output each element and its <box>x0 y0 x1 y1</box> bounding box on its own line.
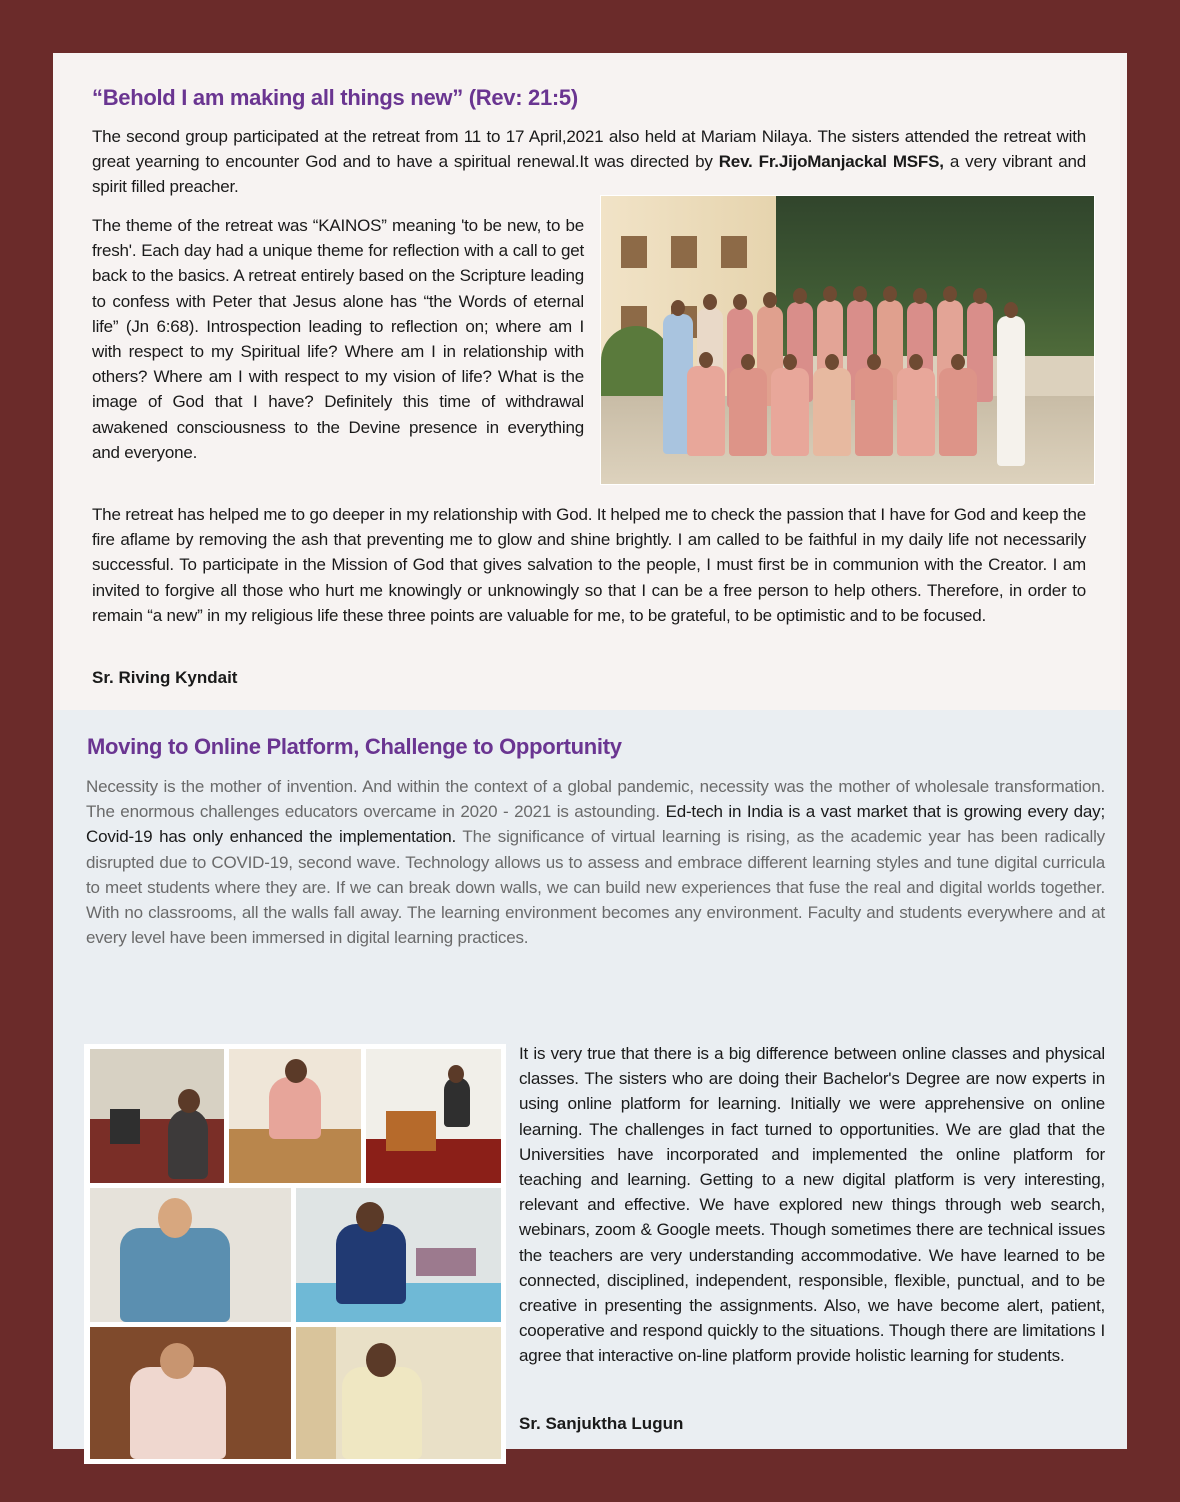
retreat-section <box>53 53 1127 710</box>
collage-photo <box>90 1327 291 1459</box>
online-intro-highlight: Ed-tech in India is a vast market that is growing every day; Covid-19 has only enhanced the implementation. <box>86 802 1105 847</box>
retreat-intro-text: The second group participated at the retreat from 11 to 17 April,2021 also held at Mariam Nilaya. The sisters attended the retreat with great yearning to encounter God and to have a spiritual renewal.It was directed by <box>92 127 1086 172</box>
retreat-intro <box>92 124 1086 200</box>
online-platform-title: Moving to Online Platform, Challenge to Opportunity <box>87 734 622 759</box>
collage-photo <box>296 1327 501 1459</box>
newsletter-page <box>53 53 1127 1449</box>
online-platform-body: It is very true that there is a big difference between online classes and physical classes. The sisters who are doing their Bachelor's Degree are now experts in using online platform for learning. Initially we were apprehensive on online learning. The challenges in fact turned to opportunities. We are glad that the Universities have incorporated and implemented the online platform for teaching and learning. Getting to a new digital platform is very interesting, relevant and effective. We have explored new things through web search, webinars, zoom & Google meets. Though sometimes there are technical issues the teachers are very understanding accommodative. We have learned to be connected, disciplined, independent, responsible, flexible, punctual, and to be creative in presenting the assignments. Also, we have become alert, patient, cooperative and respond quickly to the situations. Though there are limitations I agree that interactive on-line platform provide holistic learning for students. <box>519 1044 1105 1366</box>
retreat-signature: Sr. Riving Kyndait <box>92 668 238 687</box>
online-intro-text: Necessity is the mother of invention. And within the context of a global pandemic, necessity was the mother of wholesale transformation. The enormous challenges educators overcame in 2020 - 2021 is astounding. <box>86 777 1105 822</box>
online-platform-signature: Sr. Sanjuktha Lugun <box>519 1414 684 1433</box>
collage-photo <box>229 1049 361 1183</box>
collage-photo <box>90 1049 224 1183</box>
collage-photo <box>296 1188 501 1322</box>
online-platform-intro <box>86 774 1105 950</box>
retreat-reflection-paragraph: The retreat has helped me to go deeper in my relationship with God. It helped me to check the passion that I have for God and keep the fire aflame by removing the ash that preventing me to glow and shine brightly. I am called to be faithful in my daily life not necessarily successful. To participate in the Mission of God that gives salvation to the people, I must first be in communion with the Creator. I am invited to forgive all those who hurt me knowingly or unknowingly so that I can be a free person to help others. Therefore, in order to remain “a new” in my religious life these three points are valuable for me, to be grateful, to be optimistic and to be focused. <box>92 505 1086 625</box>
collage-photo <box>90 1188 291 1322</box>
retreat-intro-text-end: a very vibrant and spirit filled preacher. <box>92 152 1086 197</box>
online-platform-section <box>53 710 1127 1449</box>
online-intro-text-end: The significance of virtual learning is rising, as the academic year has been radically disrupted due to COVID-19, second wave. Technology allows us to assess and embrace different learning styles and tune digital curricula to meet students where they are. If we can break down walls, we can build new experiences that fuse the real and digital worlds together. With no classrooms, all the walls fall away. The learning environment becomes any environment. Faculty and students everywhere and at every level have been immersed in digital learning practices. <box>86 827 1105 948</box>
retreat-title: “Behold I am making all things new” (Rev: 21:5) <box>92 85 578 110</box>
retreat-group-photo <box>600 195 1095 485</box>
collage-photo <box>366 1049 501 1183</box>
online-learning-photo-collage <box>84 1044 506 1464</box>
retreat-director-name: Rev. Fr.JijoManjackal MSFS, <box>718 152 944 172</box>
retreat-theme-paragraph: The theme of the retreat was “KAINOS” meaning 'to be new, to be fresh'. Each day had a unique theme for reflection with a call to get back to the basics. A retreat entirely based on the Scripture leading to confess with Peter that Jesus alone has “the Words of eternal life” (Jn 6:68). Introspection leading to reflection on; where am I with respect to my Spiritual life? Where am I in relationship with others? Where am I with respect to my vision of life? What is the image of God that I have? Definitely this time of withdrawal awakened consciousness to the Devine presence in everything and everyone. <box>92 216 584 462</box>
